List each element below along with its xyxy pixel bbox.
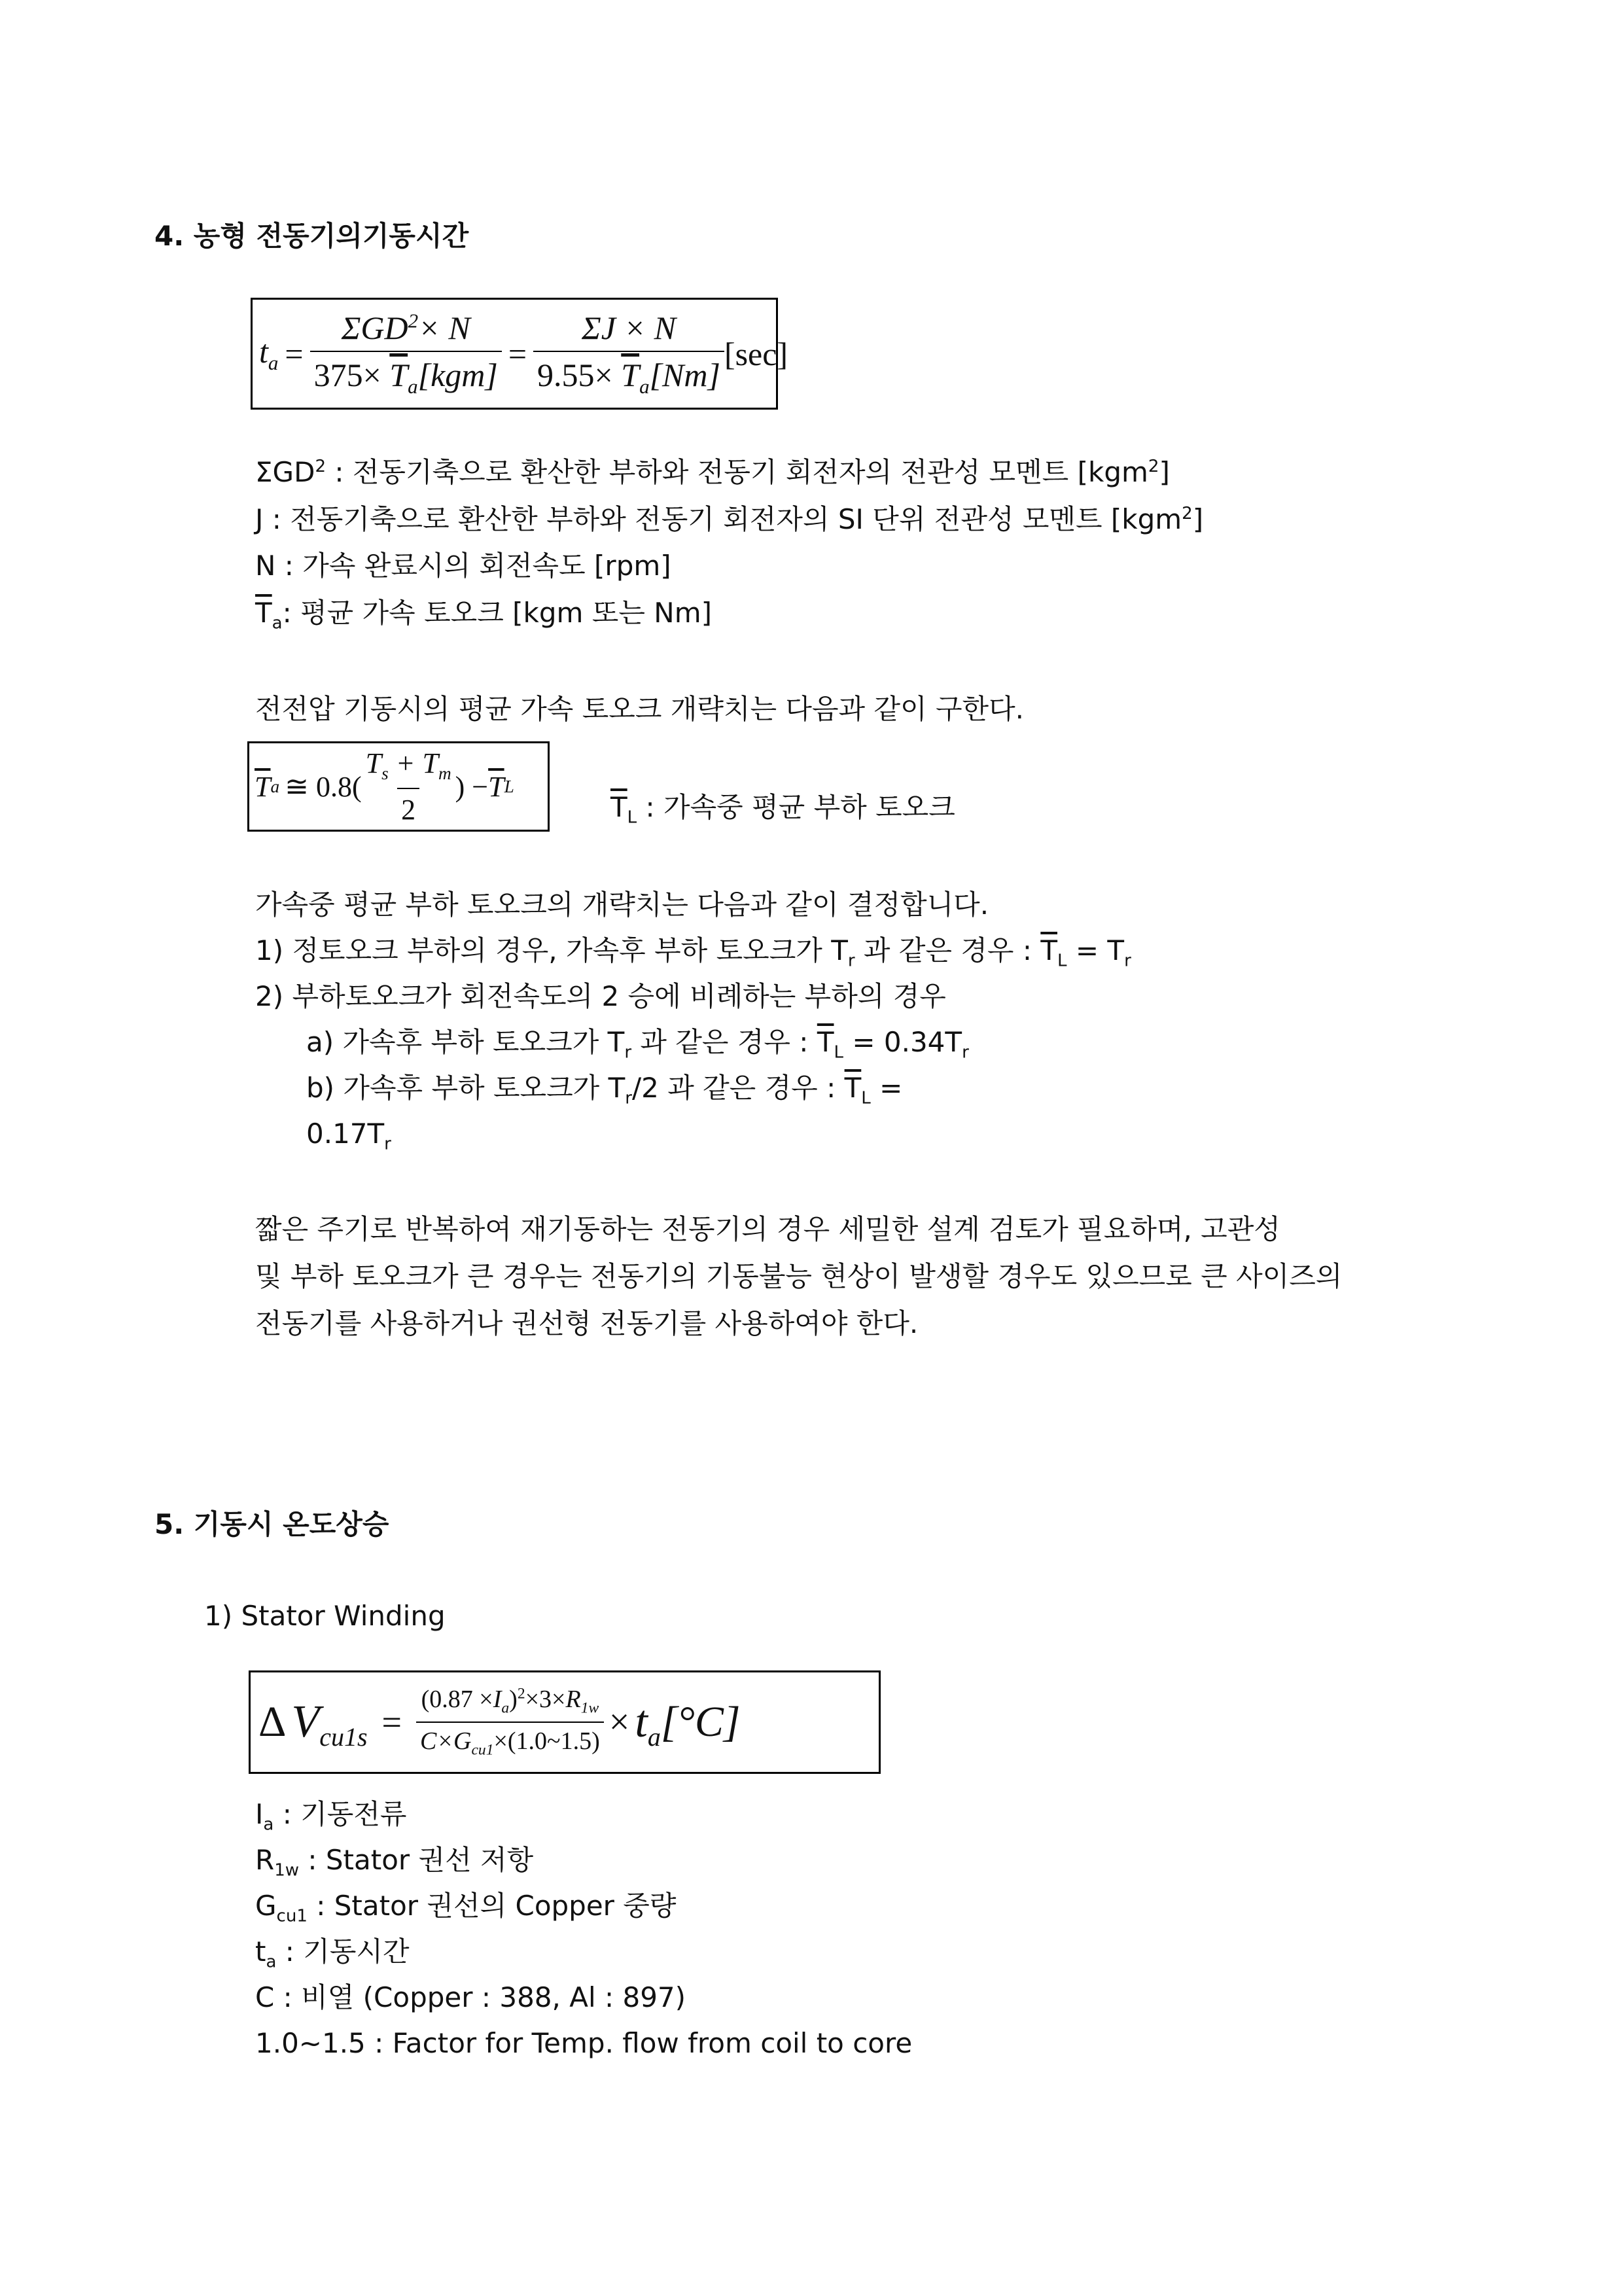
list-item-square-torque-b-cont: $0.17T_r$ <box>306 1118 391 1154</box>
def-ia: $I_a$ : 기동전류 <box>255 1798 407 1835</box>
formula-unit: [sec] <box>724 335 788 372</box>
list-item-square-torque-a: a) 가속후 부하 토오크가 $T_r$ 과 같은 경우 : $\overline{T}_L = 0.34T_r$ <box>306 1026 969 1063</box>
section-5-title: 5. 기동시 온도상승 <box>154 1508 389 1540</box>
def-gcu1: $G_{cu1}$ : Stator 권선의 Copper 중량 <box>255 1890 677 1926</box>
subsection-stator-winding: 1) Stator Winding <box>204 1600 446 1632</box>
def-ta: $\overline{T}_a$: 평균 가속 토오크 [kgm 또는 Nm] <box>255 597 713 633</box>
paragraph-restart-l3: 전동기를 사용하거나 권선형 전동기를 사용하여야 한다. <box>255 1307 919 1339</box>
formula-ta: $t_a$ <box>259 333 279 374</box>
def-ta-starting: $t_a$ : 기동시간 <box>255 1935 410 1972</box>
def-specific-heat: C : 비열 (Copper : 388, Al : 897) <box>255 1981 686 2013</box>
list-item-constant-torque: 1) 정토오크 부하의 경우, 가속후 부하 토오크가 $T_r$ 과 같은 경우 : $\overline{T}_L = T_r$ <box>255 934 1131 971</box>
paragraph-restart-l2: 및 부하 토오크가 큰 경우는 전동기의 기동불능 현상이 발생할 경우도 있으므로 큰 사이즈의 <box>255 1260 1343 1292</box>
section-4-title: 4. 농형 전동기의기동시간 <box>154 220 469 252</box>
formula-fraction-j: $\frac{\Sigma J \times N}{9.55\times \overline{T}_a[Nm]}$ <box>533 309 724 398</box>
paragraph-avg-torque: 전전압 기동시의 평균 가속 토오크 개략치는 다음과 같이 구한다. <box>255 693 1025 725</box>
starting-time-formula: $t_a$ = $\frac{\Sigma GD^2\times N}{375\times \overline{T}_a[kgm]}$ = $\frac{\Sigma J \times N}{9.55\times \overline{T}_a[Nm]}$ [sec] <box>251 298 778 410</box>
avg-accel-torque-formula: $\overline{T}$ a ≅ 0.8( $\frac{T_s + T_m}{2}$ ) − $\overline{T}$ L <box>247 741 550 832</box>
def-r1w: $R_{1w}$ : Stator 권선 저항 <box>255 1844 534 1881</box>
def-factor: 1.0~1.5 : Factor for Temp. flow from coil to core <box>255 2027 913 2059</box>
paragraph-restart-l1: 짧은 주기로 반복하여 재기동하는 전동기의 경우 세밀한 설계 검토가 필요하며, 고관성 <box>255 1213 1280 1245</box>
def-gd2: ΣGD$^2$ : 전동기축으로 환산한 부하와 전동기 회전자의 전관성 모멘트 [kgm$^2$] <box>255 456 1170 488</box>
temp-rise-formula: Δ V cu1s = $\frac{(0.87 \times I_a)^2\times 3\times R_{1w}}{C\times G_{cu1}\times(1.0\sim 1.5)}$ × t a [°C] <box>249 1670 881 1774</box>
paragraph-load-torque: 가속중 평균 부하 토오크의 개략치는 다음과 같이 결정합니다. <box>255 889 989 921</box>
def-j: J : 전동기축으로 환산한 부하와 전동기 회전자의 SI 단위 전관성 모멘트 [kgm$^2$] <box>255 503 1204 535</box>
tl-note: $\overline{T}_L$ : 가속중 평균 부하 토오크 <box>610 791 955 828</box>
list-item-square-torque: 2) 부하토오크가 회전속도의 2 승에 비례하는 부하의 경우 <box>255 980 946 1012</box>
def-n: N : 가속 완료시의 회전속도 [rpm] <box>255 550 671 582</box>
formula-fraction-gd2: $\frac{\Sigma GD^2\times N}{375\times \overline{T}_a[kgm]}$ <box>310 309 502 398</box>
list-item-square-torque-b: b) 가속후 부하 토오크가 $T_r/2$ 과 같은 경우 : $\overline{T}_L$ = <box>306 1072 903 1108</box>
